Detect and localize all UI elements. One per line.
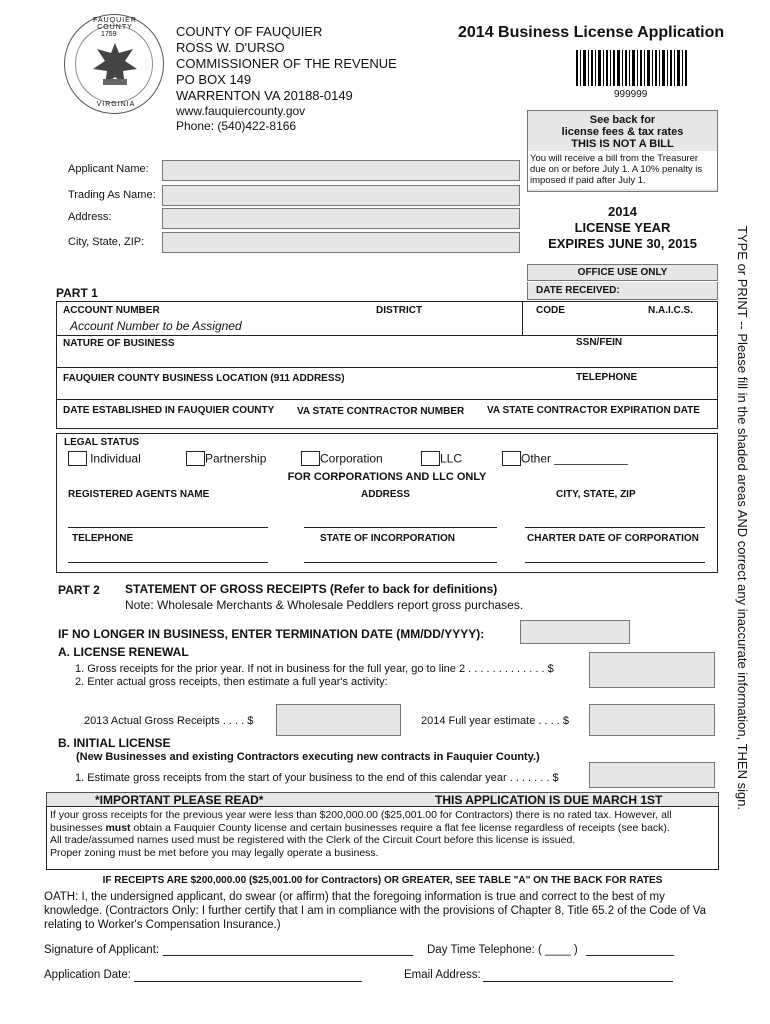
termination-label: IF NO LONGER IN BUSINESS, ENTER TERMINATION DATE (MM/DD/YYYY): <box>58 627 485 641</box>
other-label: Other ___________ <box>521 451 628 466</box>
district-label: DISTRICT <box>376 305 423 316</box>
notice-line-3: THIS IS NOT A BILL <box>571 138 674 150</box>
important-p1b: must <box>105 821 131 834</box>
notice-line-2: license fees & tax rates <box>561 126 684 138</box>
estimate-2014-input[interactable] <box>589 704 715 736</box>
applicant-name-label: Applicant Name: <box>68 163 149 175</box>
seal-bottom-text: VIRGINIA <box>96 101 136 108</box>
initial-estimate-input[interactable] <box>589 762 715 788</box>
important-right: THIS APPLICATION IS DUE MARCH 1ST <box>435 793 663 807</box>
trading-as-input[interactable] <box>162 185 520 206</box>
notice-text: You will receive a bill from the Treasurer due on or before July 1. A 10% penalty is imposed if paid after July 1. <box>528 151 717 189</box>
date-received-label: DATE RECEIVED: <box>536 285 620 296</box>
important-body <box>46 806 719 870</box>
license-year-label: LICENSE YEAR <box>574 220 671 235</box>
important-p1c: obtain a Fauquier County license and certain businesses require a flat fee license regardless of receipts (see back). <box>130 821 670 834</box>
part2-heading: STATEMENT OF GROSS RECEIPTS (Refer to back for definitions) <box>125 582 498 596</box>
corp-address-label: ADDRESS <box>361 489 410 500</box>
office-date-received <box>527 282 718 300</box>
header-address-block <box>176 24 397 134</box>
county-seal <box>64 14 164 114</box>
license-expires: EXPIRES JUNE 30, 2015 <box>548 236 697 251</box>
barcode-number: 999999 <box>614 89 648 100</box>
estimate-2014-label: 2014 Full year estimate . . . . $ <box>421 715 569 727</box>
office-use-header <box>527 264 718 281</box>
po-box: PO BOX 149 <box>176 72 252 87</box>
actual-2013-label: 2013 Actual Gross Receipts . . . . $ <box>84 715 254 727</box>
daytime-phone-line[interactable] <box>586 955 674 956</box>
seal-top-text: FAUQUIER COUNTY <box>93 17 137 31</box>
termination-date-input[interactable] <box>520 620 630 644</box>
city-state-zip-label: City, State, ZIP: <box>68 236 145 248</box>
county-name: COUNTY OF FAUQUIER <box>176 24 323 39</box>
initial-license-sub: (New Businesses and existing Contractors executing new contracts in Fauquier County.) <box>76 751 540 763</box>
part2-title: PART 2 <box>58 583 100 597</box>
important-header <box>46 792 719 807</box>
corporation-checkbox[interactable] <box>301 451 320 466</box>
important-p3: Proper zoning must be met before you may legally operate a business. <box>50 846 379 859</box>
important-p2: All trade/assumed names used must be registered with the Clerk of the Circuit Court before this license is issued. <box>50 834 576 846</box>
corp-city-line[interactable] <box>525 527 705 528</box>
city-state-zip-input[interactable] <box>162 232 520 253</box>
registered-agent-label: REGISTERED AGENTS NAME <box>68 489 210 500</box>
nature-of-business-label: NATURE OF BUSINESS <box>63 338 175 349</box>
important-p1a: If your gross receipts for the previous year were less than $200,000.00 ($25,001.00 for Contractors) there is no rated tax. However, all businesses <box>50 809 672 834</box>
initial-license-title: B. INITIAL LICENSE <box>58 736 171 750</box>
seal-year: 1759 <box>101 31 117 38</box>
legal-status-label: LEGAL STATUS <box>64 437 139 448</box>
trading-as-label: Trading As Name: <box>68 189 156 201</box>
city-zip: WARRENTON VA 20188-0149 <box>176 88 353 103</box>
initial-line-1: 1. Estimate gross receipts from the start of your business to the end of this calendar year . . . . . . . $ <box>75 772 559 784</box>
phone: Phone: (540)422-8166 <box>176 119 297 133</box>
corporation-label: Corporation <box>320 451 383 466</box>
renewal-line-1: 1. Gross receipts for the prior year. If not in business for the full year, go to line 2 . . . . . . . . . . . . . $ <box>75 663 554 675</box>
address-label: Address: <box>68 211 112 223</box>
state-incorporation-line[interactable] <box>304 562 497 563</box>
license-year-block <box>527 204 718 252</box>
form-title: 2014 Business License Application <box>458 24 725 41</box>
applicant-name-input[interactable] <box>162 160 520 181</box>
corp-llc-header: FOR CORPORATIONS AND LLC ONLY <box>287 471 487 483</box>
date-established-label: DATE ESTABLISHED IN FAUQUIER COUNTY <box>63 405 275 416</box>
application-date-label: Application Date: <box>44 969 131 981</box>
partnership-checkbox[interactable] <box>186 451 205 466</box>
account-number-label: ACCOUNT NUMBER <box>63 305 160 316</box>
business-location-label: FAUQUIER COUNTY BUSINESS LOCATION (911 ADDRESS) <box>63 373 345 384</box>
contractor-expiration-label: VA STATE CONTRACTOR EXPIRATION DATE <box>487 405 700 416</box>
address-input[interactable] <box>162 208 520 229</box>
signature-label: Signature of Applicant: <box>44 944 160 956</box>
actual-2013-input[interactable] <box>276 704 401 736</box>
contractor-number-label: VA STATE CONTRACTOR NUMBER <box>297 406 465 417</box>
notice-box <box>527 110 718 192</box>
renewal-line-2: 2. Enter actual gross receipts, then estimate a full year's activity: <box>75 676 388 688</box>
email-line[interactable] <box>483 981 673 982</box>
commissioner-title: COMMISSIONER OF THE REVENUE <box>176 56 397 71</box>
corp-city-label: CITY, STATE, ZIP <box>556 489 636 500</box>
registered-agent-line[interactable] <box>68 527 268 528</box>
important-left: *IMPORTANT PLEASE READ* <box>95 793 264 807</box>
account-number-value: Account Number to be Assigned <box>70 319 242 333</box>
other-checkbox[interactable] <box>502 451 521 466</box>
email-label: Email Address: <box>404 969 481 981</box>
option-corporation[interactable] <box>301 451 383 466</box>
corp-telephone-line[interactable] <box>68 562 268 563</box>
commissioner-name: ROSS W. D'URSO <box>176 40 285 55</box>
notice-line-1: See back for <box>589 114 656 126</box>
charter-date-line[interactable] <box>525 562 705 563</box>
ssn-fein-label: SSN/FEIN <box>576 337 623 348</box>
oath-text: OATH: I, the undersigned applicant, do swear (or affirm) that the foregoing information is true and correct to the best of my knowledge. (Contractors Only: I further certify that I am in compliance with the provisions of Chapter 8, Title 65.2 of the Code of Va relating to Worker's Compensation Insurance.) <box>44 891 706 931</box>
option-other[interactable] <box>502 451 628 466</box>
code-label: CODE <box>536 305 565 316</box>
corp-address-line[interactable] <box>304 527 497 528</box>
website: www.fauquiercounty.gov <box>176 104 306 118</box>
naics-label: N.A.I.C.S. <box>648 305 694 316</box>
application-date-line[interactable] <box>134 981 362 982</box>
daytime-phone-label: Day Time Telephone: ( ____ ) <box>427 944 578 956</box>
part2-note: Note: Wholesale Merchants & Wholesale Peddlers report gross purchases. <box>125 598 524 612</box>
barcode <box>576 50 688 86</box>
license-year: 2014 <box>608 204 637 219</box>
corp-telephone-label: TELEPHONE <box>72 533 134 544</box>
side-instructions: TYPE or PRINT -- Please fill in the shaded areas AND correct any inaccurate information, THEN sign. <box>735 226 750 811</box>
license-renewal-title: A. LICENSE RENEWAL <box>58 645 189 659</box>
option-partnership[interactable] <box>186 451 266 466</box>
table-a-note: IF RECEIPTS ARE $200,000.00 ($25,001.00 for Contractors) OR GREATER, SEE TABLE "A" ON THE BACK FOR RATES <box>102 875 663 886</box>
state-incorporation-label: STATE OF INCORPORATION <box>320 533 455 544</box>
office-use-title: OFFICE USE ONLY <box>577 267 668 278</box>
charter-date-label: CHARTER DATE OF CORPORATION <box>527 533 699 544</box>
individual-checkbox[interactable] <box>68 451 87 466</box>
individual-label: Individual <box>90 451 141 466</box>
prior-year-receipts-input[interactable] <box>589 652 715 688</box>
signature-line[interactable] <box>163 955 413 956</box>
telephone-label: TELEPHONE <box>576 372 638 383</box>
part1-title: PART 1 <box>56 286 98 300</box>
llc-label: LLC <box>440 451 463 466</box>
seal-emblem-icon <box>89 39 141 91</box>
partnership-label: Partnership <box>205 451 267 466</box>
llc-checkbox[interactable] <box>421 451 440 466</box>
option-individual[interactable] <box>68 451 141 466</box>
option-llc[interactable] <box>421 451 462 466</box>
